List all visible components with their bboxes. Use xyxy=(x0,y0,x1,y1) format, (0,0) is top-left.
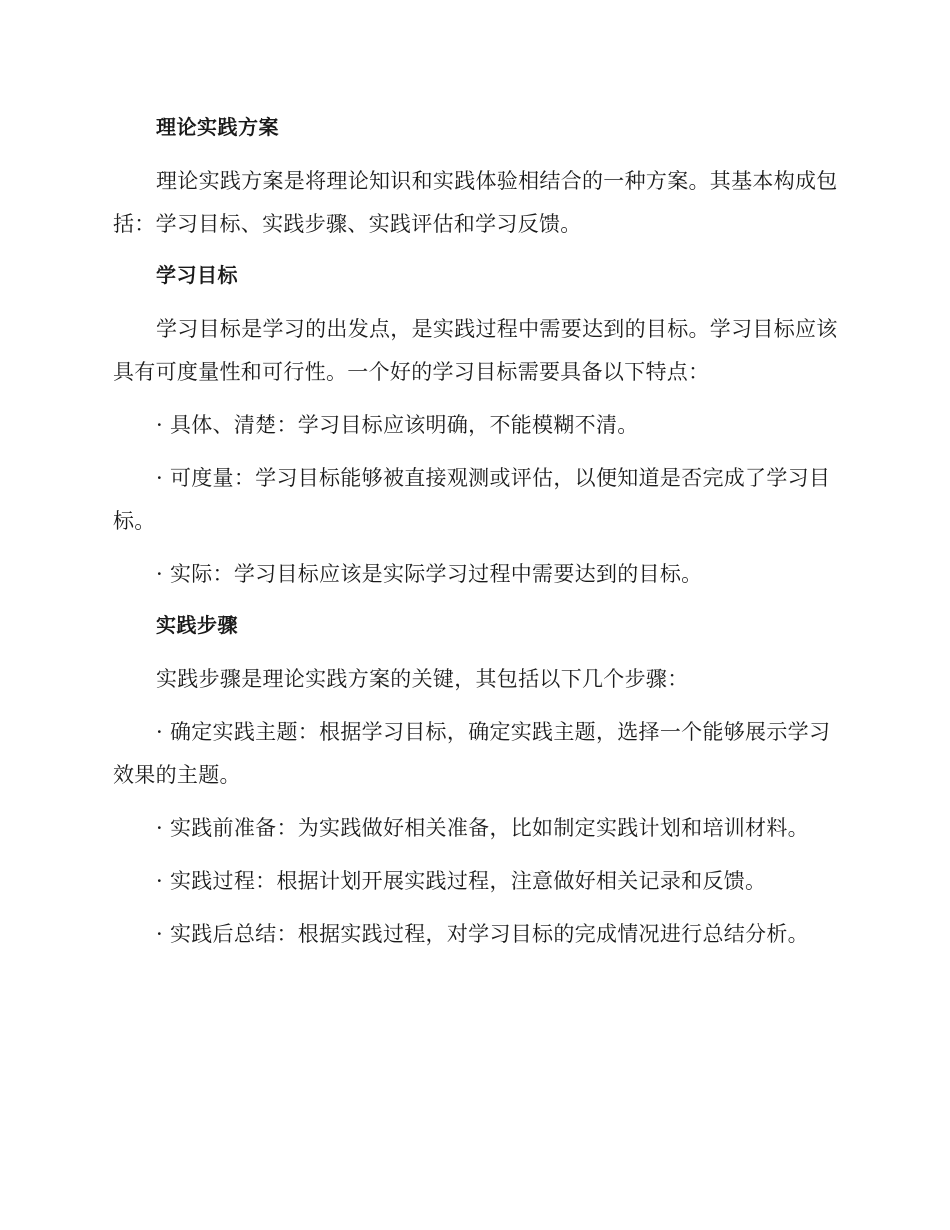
document-page xyxy=(113,108,838,966)
overview-paragraph: 理论实践方案是将理论知识和实践体验相结合的一种方案。其基本构成包括：学习目标、实践步骤、实践评估和学习反馈。 xyxy=(113,169,838,236)
bullet-item-summary: · 实践后总结：根据实践过程，对学习目标的完成情况进行总结分析。 xyxy=(156,922,809,946)
learning-goals-paragraph: 学习目标是学习的出发点，是实践过程中需要达到的目标。学习目标应该具有可度量性和可行性。一个好的学习目标需要具备以下特点： xyxy=(113,317,838,384)
bullet-item-define-topic: · 确定实践主题：根据学习目标，确定实践主题，选择一个能够展示学习效果的主题。 xyxy=(113,720,831,787)
bullet-item-specific: · 具体、清楚：学习目标应该明确，不能模糊不清。 xyxy=(156,413,639,437)
bullet-item-process: · 实践过程：根据计划开展实践过程，注意做好相关记录和反馈。 xyxy=(156,869,767,893)
bullet-item-practical: · 实际：学习目标应该是实际学习过程中需要达到的目标。 xyxy=(156,562,703,586)
bullet-item-measurable: · 可度量：学习目标能够被直接观测或评估，以便知道是否完成了学习目标。 xyxy=(113,466,831,533)
section-heading-practice-steps: 实践步骤 xyxy=(156,613,238,637)
section-heading-learning-goals: 学习目标 xyxy=(156,263,238,287)
practice-steps-paragraph: 实践步骤是理论实践方案的关键，其包括以下几个步骤： xyxy=(156,667,689,691)
bullet-item-preparation: · 实践前准备：为实践做好相关准备，比如制定实践计划和培训材料。 xyxy=(156,816,809,840)
section-heading-overview: 理论实践方案 xyxy=(156,115,279,139)
